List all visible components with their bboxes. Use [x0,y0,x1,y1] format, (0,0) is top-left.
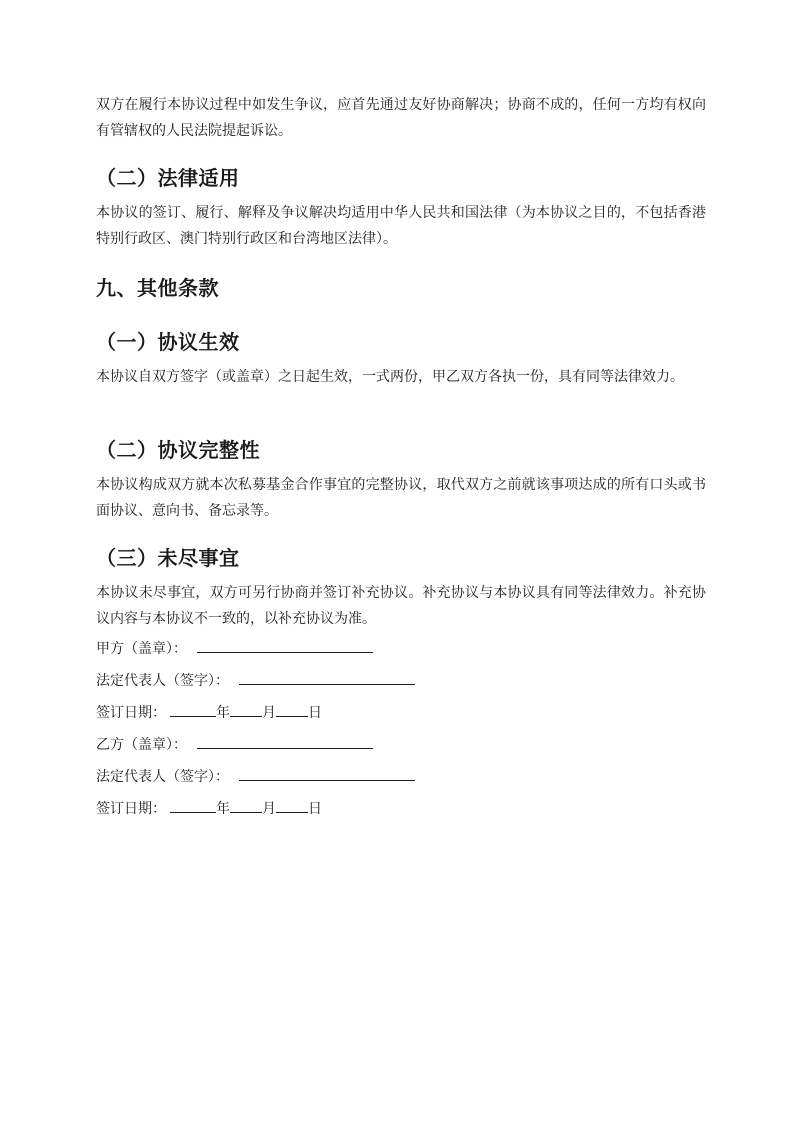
party-b-seal-label: 乙方（盖章）： [96,737,187,753]
effect-heading: （一）协议生效 [96,330,240,354]
month-char: 月 [262,705,276,721]
matters-paragraph: 本协议未尽事宜，双方可另行协商并签订补充协议。补充协议与本协议具有同等法律效力。补充协议内容与本协议不一致的，以补充协议为准。 [96,585,706,627]
year-char: 年 [216,801,230,817]
party-a-seal-blank[interactable] [197,638,373,653]
law-paragraph: 本协议的签订、履行、解释及争议解决均适用中华人民共和国法律（为本协议之目的，不包括香港特别行政区、澳门特别行政区和台湾地区法律）。 [96,205,706,247]
day-char: 日 [308,801,322,817]
party-b-date-line [96,798,322,820]
year-char: 年 [216,705,230,721]
party-b-rep-blank[interactable] [239,766,415,781]
party-b-rep-line [96,766,415,788]
party-b-seal-line [96,734,373,756]
effect-paragraph: 本协议自双方签字（或盖章）之日起生效，一式两份，甲乙双方各执一份，具有同等法律效力。 [96,369,684,385]
law-heading: （二）法律适用 [96,166,240,190]
dispute-resolution-paragraph: 双方在履行本协议过程中如发生争议，应首先通过友好协商解决；协商不成的，任何一方均有权向有管辖权的人民法院提起诉讼。 [96,97,706,139]
party-a-day-blank[interactable] [276,702,308,717]
party-b-year-blank[interactable] [170,798,216,813]
party-b-rep-label: 法定代表人（签字）： [96,769,229,785]
party-a-rep-blank[interactable] [239,670,415,685]
party-a-rep-label: 法定代表人（签字）： [96,673,229,689]
party-b-day-blank[interactable] [276,798,308,813]
integrity-paragraph: 本协议构成双方就本次私募基金合作事宜的完整协议，取代双方之前就该事项达成的所有口头或书面协议、意向书、备忘录等。 [96,477,706,519]
party-a-seal-line [96,638,373,660]
party-a-date-label: 签订日期： [96,705,166,721]
party-b-date-label: 签订日期： [96,801,166,817]
party-a-rep-line [96,670,415,692]
party-b-month-blank[interactable] [230,798,262,813]
other-terms-heading: 九、其他条款 [96,276,219,300]
party-a-month-blank[interactable] [230,702,262,717]
party-b-seal-blank[interactable] [197,734,373,749]
integrity-heading: （二）协议完整性 [96,438,260,462]
party-a-seal-label: 甲方（盖章）： [96,641,187,657]
party-a-year-blank[interactable] [170,702,216,717]
party-a-date-line [96,702,322,724]
month-char: 月 [262,801,276,817]
day-char: 日 [308,705,322,721]
matters-heading: （三）未尽事宜 [96,546,240,570]
